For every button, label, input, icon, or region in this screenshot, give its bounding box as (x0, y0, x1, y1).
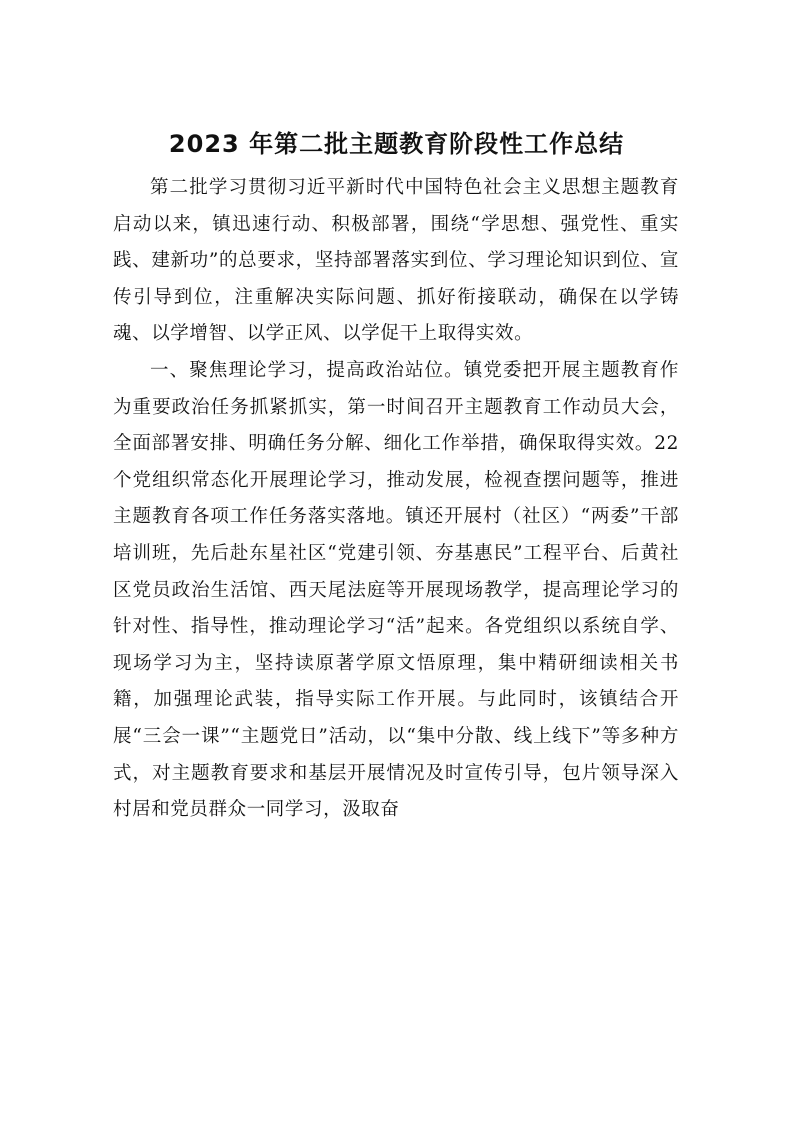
paragraph-intro: 第二批学习贯彻习近平新时代中国特色社会主义思想主题教育启动以来，镇迅速行动、积极部署，围绕“学思想、强党性、重实践、建新功”的总要求，坚持部署落实到位、学习理论知识到位、宣传引导到位，注重解决实际问题、抓好衔接联动，确保在以学铸魂、以学增智、以学正风、以学促干上取得实效。 (113, 177, 679, 345)
document-title: 2023 年第二批主题教育阶段性工作总结 (168, 130, 625, 158)
document-body (113, 170, 679, 829)
paragraph-section-one: 一、聚焦理论学习，提高政治站位。镇党委把开展主题教育作为重要政治任务抓紧抓实，第一时间召开主题教育工作动员大会，全面部署安排、明确任务分解、细化工作举措，确保取得实效。22 个党组织常态化开展理论学习，推动发展，检视查摆问题等，推进主题教育各项工作任务落实落地。镇还开展村（社区）“两委”干部培训班，先后赴东星社区“党建引领、夯基惠民”工程平台、后黄社区党员政治生活馆、西天尾法庭等开展现场教学，提高理论学习的针对性、指导性，推动理论学习“活”起来。各党组织以系统自学、现场学习为主，坚持读原著学原文悟原理，集中精研细读相关书籍，加强理论武装，指导实际工作开展。与此同时，该镇结合开展“三会一课”“主题党日”活动，以“集中分散、线上线下”等多种方式，对主题教育要求和基层开展情况及时宣传引导，包片领导深入村居和党员群众一同学习，汲取奋 (113, 359, 679, 821)
